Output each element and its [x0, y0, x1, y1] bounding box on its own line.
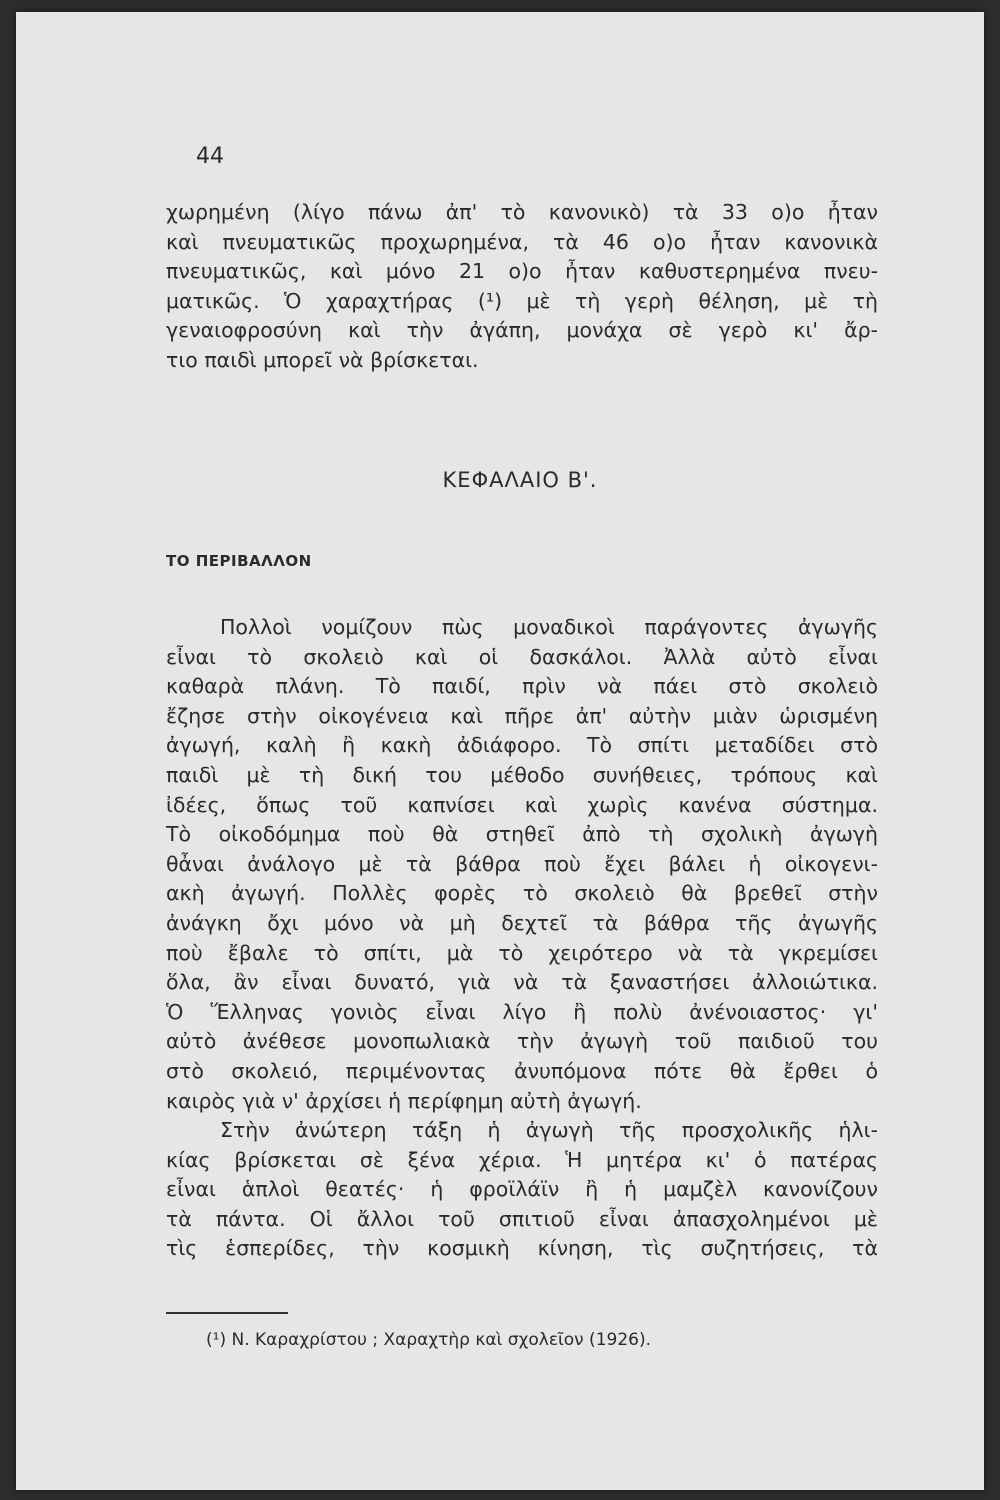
text-line: ἀγωγή, καλὴ ἢ κακὴ ἀδιάφορο. Τὸ σπίτι μεταδίδει στὸ	[166, 733, 878, 758]
text-line: ἰδέες, ὅπως τοῦ καπνίσει καὶ χωρὶς κανένα σύστημα.	[166, 792, 878, 817]
text-line: ματικῶς. Ὁ χαραχτήρας (¹) μὲ τὴ γερὴ θέληση, μὲ τὴ	[166, 288, 878, 313]
text-line: πνευματικῶς, καὶ μόνο 21 ο)ο ἦταν καθυστερημένα πνευ-	[166, 259, 878, 284]
page-number: 44	[196, 144, 224, 169]
text-line: ακὴ ἀγωγή. Πολλὲς φορὲς τὸ σκολειὸ θὰ βρεθεῖ στὴν	[166, 881, 878, 906]
main-text	[166, 613, 878, 1264]
text-line: στὸ σκολειό, περιμένοντας ἀνυπόμονα πότε θὰ ἔρθει ὁ	[166, 1058, 878, 1083]
footnote-divider	[166, 1312, 288, 1314]
text-line: Στὴν ἀνώτερη τάξη ἡ ἀγωγὴ τῆς προσχολικῆς ἡλι-	[220, 1118, 878, 1143]
text-line: Πολλοὶ νομίζουν πὼς μοναδικοὶ παράγοντες ἀγωγῆς	[220, 615, 878, 639]
text-line: χωρημένη (λίγο πάνω ἀπ' τὸ κανονικὸ) τὰ 33 ο)ο ἦταν	[166, 200, 878, 224]
book-page	[16, 12, 984, 1490]
text-line: κίας βρίσκεται σὲ ξένα χέρια. Ἡ μητέρα κι' ὁ πατέρας	[166, 1147, 878, 1172]
top-paragraph	[166, 198, 878, 376]
text-line: καιρὸς γιὰ ν' ἀρχίσει ἡ περίφημη αὐτὴ ἀγωγή.	[166, 1088, 642, 1113]
text-line: ὅλα, ἂν εἶναι δυνατό, γιὰ νὰ τὰ ξαναστήσει ἀλλοιώτικα.	[166, 970, 878, 995]
text-line: τὶς ἑσπερίδες, τὴν κοσμικὴ κίνηση, τὶς συζητήσεις, τὰ	[166, 1236, 878, 1261]
text-line: αὐτὸ ἀνέθεσε μονοπωλιακὰ τὴν ἀγωγὴ τοῦ παιδιοῦ του	[166, 1029, 878, 1054]
section-heading: ΤΟ ΠΕΡΙΒΑΛΛΟΝ	[166, 552, 312, 570]
footnote: (¹) Ν. Καραχρίστου ; Χαραχτὴρ καὶ σχολεῖον (1926).	[206, 1330, 651, 1350]
text-line: θἆναι ἀνάλογο μὲ τὰ βάθρα ποὺ ἔχει βάλει ἡ οἰκογενι-	[166, 851, 878, 876]
chapter-title: ΚΕΦΑΛΑΙΟ Β'.	[442, 468, 598, 492]
text-line: εἶναι ἁπλοὶ θεατές· ἡ φροϊλάϊν ἢ ἡ μαμζὲλ κανονίζουν	[166, 1177, 878, 1202]
text-line: ποὺ ἔβαλε τὸ σπίτι, μὰ τὸ χειρότερο νὰ τὰ γκρεμίσει	[166, 940, 878, 965]
text-line: τὰ πάντα. Οἱ ἄλλοι τοῦ σπιτιοῦ εἶναι ἀπασχολημένοι μὲ	[166, 1206, 878, 1231]
text-line: ἔζησε στὴν οἰκογένεια καὶ πῆρε ἀπ' αὐτὴν μιὰν ὡρισμένη	[166, 703, 878, 728]
text-line: Τὸ οἰκοδόμημα ποὺ θὰ στηθεῖ ἀπὸ τὴ σχολικὴ ἀγωγὴ	[166, 822, 878, 847]
text-line: εἶναι τὸ σκολειὸ καὶ οἱ δασκάλοι. Ἀλλὰ αὐτὸ εἶναι	[166, 644, 878, 669]
text-line: καθαρὰ πλάνη. Τὸ παιδί, πρὶν νὰ πάει στὸ σκολειὸ	[166, 674, 878, 699]
text-line: παιδὶ μὲ τὴ δική του μέθοδο συνήθειες, τρόπους καὶ	[166, 762, 878, 787]
text-line: τιο παιδὶ μπορεῖ νὰ βρίσκεται.	[166, 347, 479, 372]
text-line: Ὁ Ἕλληνας γονιὸς εἶναι λίγο ἢ πολὺ ἀνένοιαστος· γι'	[166, 999, 878, 1024]
text-line: γεναιοφροσύνη καὶ τὴν ἀγάπη, μονάχα σὲ γερὸ κι' ἄρ-	[166, 318, 878, 343]
text-line: καὶ πνευματικῶς προχωρημένα, τὰ 46 ο)ο ἦταν κανονικὰ	[166, 229, 878, 254]
text-line: ἀνάγκη ὄχι μόνο νὰ μὴ δεχτεῖ τὰ βάθρα τῆς ἀγωγῆς	[166, 910, 878, 935]
